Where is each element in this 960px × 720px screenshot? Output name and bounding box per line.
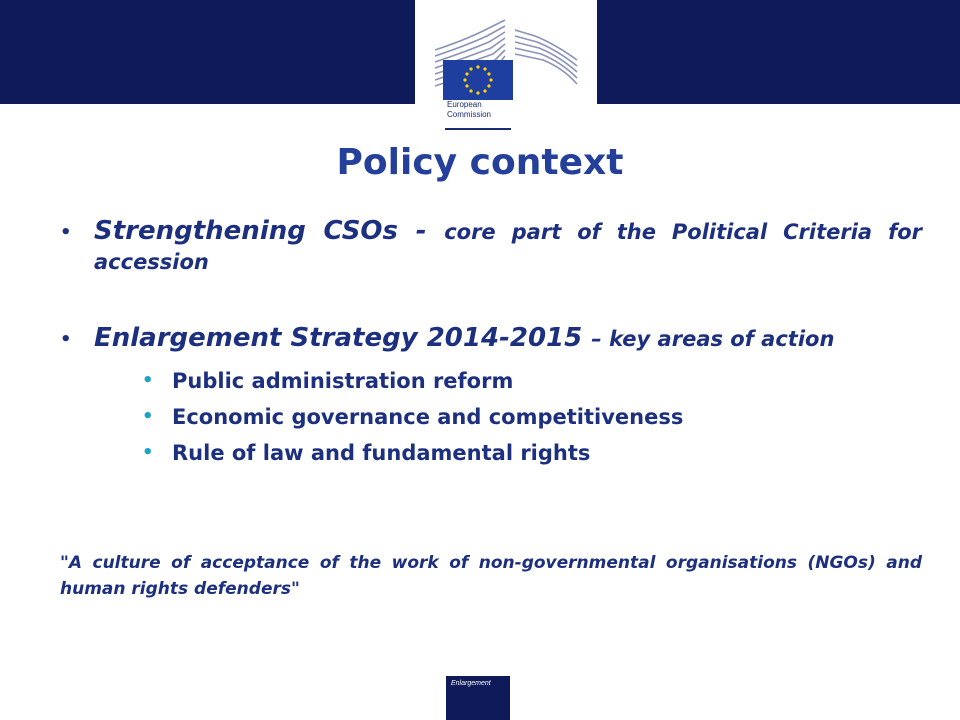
logo-rule: [445, 128, 511, 130]
sub-bullet-dot: •: [142, 370, 154, 391]
slide-body: [60, 216, 922, 474]
bullet-strengthening-csos: [60, 216, 922, 277]
sub-bullet-dot: •: [142, 442, 154, 463]
logo-line-2: Commission: [447, 110, 492, 119]
bullet-enlargement-strategy: [60, 323, 922, 354]
footer-label: Enlargement: [451, 680, 491, 687]
logo-wordmark: [447, 100, 527, 120]
sub-bullet-list: [142, 366, 922, 474]
bullet-main: Strengthening CSOs -: [94, 216, 445, 246]
sub-bullet-item: [142, 366, 922, 402]
logo-line-1: European: [447, 100, 482, 109]
page-title: Policy context: [336, 142, 624, 183]
bullet-rest: core part of the Political Criteria for accession: [94, 220, 922, 274]
sub-bullet-text: Rule of law and fundamental rights: [172, 441, 591, 465]
bullet-dot: •: [60, 222, 72, 243]
european-commission-logo: [415, 0, 597, 134]
sub-bullet-item: [142, 402, 922, 438]
sub-bullet-text: Public administration reform: [172, 369, 514, 393]
sub-bullet-item: [142, 438, 922, 474]
footer-tab: [446, 676, 510, 720]
sub-bullet-dot: •: [142, 406, 154, 427]
sub-bullet-text: Economic governance and competitiveness: [172, 405, 684, 429]
bullet-rest: – key areas of action: [591, 327, 835, 351]
bullet-dot: •: [60, 329, 72, 350]
quote-text: "A culture of acceptance of the work of non-governmental organisations (NGOs) and human rights defenders": [60, 553, 922, 599]
bullet-main: Enlargement Strategy 2014-2015: [94, 323, 592, 353]
